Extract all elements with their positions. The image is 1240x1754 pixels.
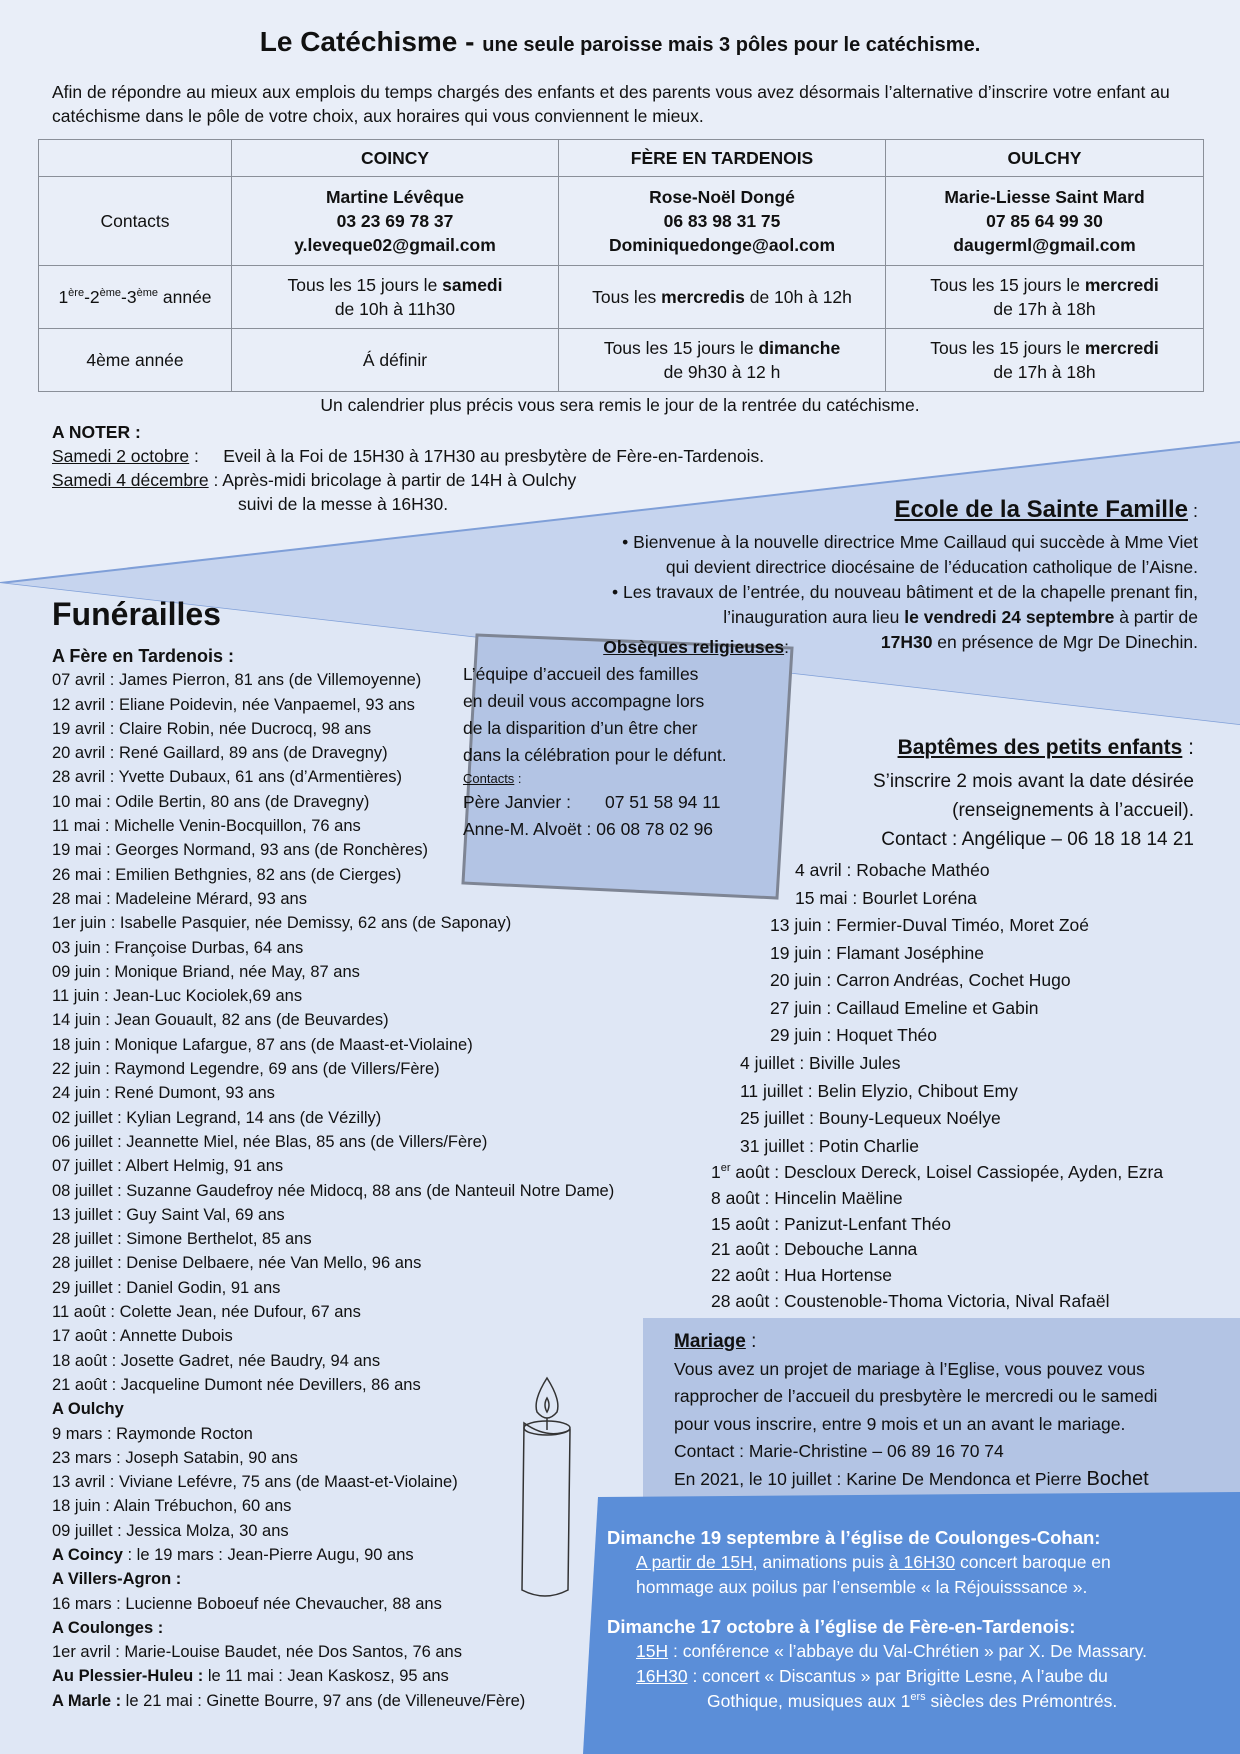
baptemes-list (740, 1050, 1018, 1160)
list-item: 18 juin : Alain Trébuchon, 60 ans (52, 1497, 292, 1516)
column-header: FÈRE EN TARDENOIS (559, 140, 886, 177)
list-item: 17 août : Annette Dubois (52, 1327, 233, 1346)
schedule-cell: Tous les 15 jours le mercredi de 17h à 18h (886, 329, 1204, 392)
a-noter-section (52, 420, 764, 516)
list-item: 27 juin : Caillaud Emeline et Gabin (770, 997, 1039, 1018)
row-label: 1ère-2ème-3ème année (39, 266, 232, 329)
mariage-title: Mariage (674, 1331, 746, 1352)
schedule-cell: Á définir (232, 329, 559, 392)
list-item: 02 juillet : Kylian Legrand, 14 ans (de Vézilly) (52, 1108, 382, 1127)
list-item: A Marle : le 21 mai : Ginette Bourre, 97 ans (de Villeneuve/Fère) (52, 1691, 526, 1710)
list-item: 10 mai : Odile Bertin, 80 ans (de Dravegny) (52, 792, 370, 811)
list-item: 12 avril : Eliane Poidevin, née Vanpaemel, 93 ans (52, 695, 415, 714)
list-item: 03 juin : Françoise Durbas, 64 ans (52, 938, 304, 957)
obseques-title: Obsèques religieuses (603, 637, 785, 657)
row-label: 4ème année (39, 329, 232, 392)
list-item: 20 avril : René Gaillard, 89 ans (de Dravegny) (52, 744, 388, 763)
list-item: 1er juin : Isabelle Pasquier, née Demissy, 62 ans (de Saponay) (52, 914, 512, 933)
list-item: 4 juillet : Biville Jules (740, 1053, 901, 1073)
table-note: Un calendrier plus précis vous sera remis le jour de la rentrée du catéchisme. (320, 395, 920, 415)
list-item: 14 juin : Jean Gouault, 82 ans (de Beuvardes) (52, 1011, 389, 1030)
list-item: 25 juillet : Bouny-Lequeux Noélye (740, 1108, 1001, 1128)
list-item: 28 mai : Madeleine Mérard, 93 ans (52, 889, 307, 908)
list-item: 28 juillet : Denise Delbaere, née Van Mello, 96 ans (52, 1254, 422, 1273)
schedule-cell: Tous les mercredis de 10h à 12h (559, 266, 886, 329)
list-item: 28 août : Coustenoble-Thoma Victoria, Nival Rafaël (711, 1290, 1110, 1311)
list-item: 09 juillet : Jessica Molza, 30 ans (52, 1521, 289, 1540)
baptemes-title: Baptêmes des petits enfants : (897, 736, 1194, 759)
list-item: 8 août : Hincelin Maëline (711, 1187, 903, 1208)
row-label: Contacts (39, 177, 232, 266)
schedule-cell: Tous les 15 jours le mercredi de 17h à 18h (886, 266, 1204, 329)
list-item: 20 juin : Carron Andréas, Cochet Hugo (770, 970, 1071, 990)
column-header: COINCY (232, 140, 559, 177)
list-item: 11 juin : Jean-Luc Kociolek,69 ans (52, 987, 303, 1006)
list-item: 09 juin : Monique Briand, née May, 87 ans (52, 962, 360, 981)
page-subtitle: une seule paroisse mais 3 pôles pour le catéchisme. (482, 34, 981, 56)
list-item: 24 juin : René Dumont, 93 ans (52, 1084, 275, 1103)
ecole-text: • Bienvenue à la nouvelle directrice Mme Caillaud qui succède à Mme Viet qui devient directrice diocésaine de l’éducation catholique de l’Aisne. • Les travaux de l’entrée, du nouveau bâtiment et de la chapelle prenant fin, l’inauguration aura lieu le vendredi 24 septembre à partir de 17H30 en présence de Mgr De Dinechin. (612, 532, 1198, 652)
fere-title: A Fère en Tardenois : (52, 646, 235, 666)
coulonges-title: A Coulonges : (52, 1618, 164, 1637)
list-item: 22 juin : Raymond Legendre, 69 ans (de Villers/Fère) (52, 1060, 440, 1079)
list-item: 28 avril : Yvette Dubaux, 61 ans (d’Armentières) (52, 768, 403, 787)
list-item: A Coincy : le 19 mars : Jean-Pierre Augu, 90 ans (52, 1545, 414, 1564)
table-corner (39, 140, 232, 177)
a-noter-item-cont: suivi de la messe à 16H30. (238, 494, 449, 514)
list-item: 21 août : Debouche Lanna (711, 1239, 918, 1260)
list-item: 11 juillet : Belin Elyzio, Chibout Emy (740, 1080, 1018, 1101)
baptemes-list (770, 912, 1089, 1050)
contact-cell: Rose-Noël Dongé 06 83 98 31 75 Dominiquedonge@aol.com (559, 177, 886, 266)
a-noter-title: A NOTER : (52, 422, 141, 442)
obseques-box-content: Obsèques religieuses: L’équipe d’accueil des familles en deuil vous accompagne lors de la disparition d’un être cher dans la célébration pour le défunt. Contacts : Père Janvier : 07 51 58 94 11 Anne-M. Alvoët : 06 08 78 02 96 (463, 637, 789, 839)
contact-cell: Marie-Liesse Saint Mard 07 85 64 99 30 daugerml@gmail.com (886, 177, 1204, 266)
list-item: 07 juillet : Albert Helmig, 91 ans (52, 1157, 284, 1176)
list-item: 31 juillet : Potin Charlie (740, 1135, 919, 1156)
funerailles-title: Funérailles (52, 596, 221, 632)
list-item: 22 août : Hua Hortense (711, 1265, 892, 1286)
list-item: 13 juillet : Guy Saint Val, 69 ans (52, 1205, 285, 1224)
list-item: 18 juin : Monique Lafargue, 87 ans (de Maast-et-Violaine) (52, 1035, 473, 1054)
event-title: Dimanche 19 septembre à l’église de Coulonges-Cohan: (607, 1527, 1101, 1548)
catechisme-table (38, 139, 1204, 392)
list-item: 11 mai : Michelle Venin-Bocquillon, 76 ans (52, 817, 361, 836)
list-item: 23 mars : Joseph Satabin, 90 ans (52, 1448, 298, 1467)
mariage-section: Mariage : Vous avez un projet de mariage à l’Eglise, vous pouvez vous rapprocher de l’accueil du presbytère le mercredi ou le samedi pour vous inscrire, entre 9 mois et un an avant le mariage. Contact : Marie-Christine – 06 89 16 70 74 En 2021, le 10 juillet : Karine De Mendonca et Pierre Bochet (674, 1331, 1158, 1490)
page-title: Le Catéchisme - une seule paroisse mais 3 pôles pour le catéchisme. (259, 26, 981, 57)
schedule-cell: Tous les 15 jours le dimanche de 9h30 à 12 h (559, 329, 886, 392)
list-item: 4 avril : Robache Mathéo (795, 860, 990, 880)
list-item: 29 juin : Hoquet Théo (770, 1025, 938, 1045)
list-item: Au Plessier-Huleu : le 11 mai : Jean Kaskosz, 95 ans (52, 1667, 449, 1686)
oulchy-title: A Oulchy (52, 1400, 124, 1419)
list-item: 19 avril : Claire Robin, née Ducrocq, 98 ans (52, 719, 372, 738)
list-item: 9 mars : Raymonde Rocton (52, 1424, 253, 1443)
list-item: 15 mai : Bourlet Loréna (795, 887, 977, 908)
events-section: Dimanche 19 septembre à l’église de Coulonges-Cohan: A partir de 15H, animations puis à 16H30 concert baroque en hommage aux poilus par l’ensemble « la Réjouisssance ». Dimanche 17 octobre à l’église de Fère-en-Tardenois: 15H : conférence « l’abbaye du Val-Chrétien » par X. De Massary. 16H30 : concert « Discantus » par Brigitte Lesne, A l’aube du Gothique, musiques aux 1ers siècles des Prémontrés. (607, 1525, 1207, 1714)
list-item: 18 août : Josette Gadret, née Baudry, 94 ans (52, 1351, 381, 1370)
ecole-title: Ecole de la Sainte Famille : (894, 496, 1198, 523)
intro-paragraph: Afin de répondre au mieux aux emplois du temps chargés des enfants et des parents vous avez désormais l’alternative d’inscrire votre enfant au catéchisme dans le pôle de votre choix, aux horaires qui vous conviennent le mieux. (52, 82, 1170, 126)
schedule-cell: Tous les 15 jours le samedi de 10h à 11h30 (232, 266, 559, 329)
list-item: 19 juin : Flamant Joséphine (770, 942, 985, 963)
list-item: 28 juillet : Simone Berthelot, 85 ans (52, 1230, 312, 1249)
event-title: Dimanche 17 octobre à l’église de Fère-en-Tardenois: (607, 1616, 1076, 1637)
baptemes-list (711, 1160, 1163, 1315)
list-item: 1er août : Descloux Dereck, Loisel Cassiopée, Ayden, Ezra (711, 1162, 1164, 1182)
list-item: 26 mai : Emilien Bethgnies, 82 ans (de Cierges) (52, 865, 402, 884)
list-item: 07 avril : James Pierron, 81 ans (de Villemoyenne) (52, 671, 422, 690)
a-noter-item: Samedi 4 décembre : Après-midi bricolage à partir de 14H à Oulchy (52, 470, 577, 490)
contact-cell: Martine Lévêque 03 23 69 78 37 y.leveque02@gmail.com (232, 177, 559, 266)
villers-title: A Villers-Agron : (52, 1570, 182, 1589)
list-item: 13 avril : Viviane Lefévre, 75 ans (de Maast-et-Violaine) (52, 1473, 458, 1492)
a-noter-item: Samedi 2 octobre : Eveil à la Foi de 15H30 à 17H30 au presbytère de Fère-en-Tardenois. (52, 446, 765, 466)
list-item: 11 août : Colette Jean, née Dufour, 67 ans (52, 1303, 361, 1322)
list-item: 08 juillet : Suzanne Gaudefroy née Midocq, 88 ans (de Nanteuil Notre Dame) (52, 1181, 615, 1200)
baptemes-text: S’inscrire 2 mois avant la date désirée (renseignements à l’accueil). Contact : Angélique – 06 18 18 14 21 (872, 771, 1194, 850)
list-item: 19 mai : Georges Normand, 93 ans (de Ronchères) (52, 841, 429, 860)
baptemes-list (795, 857, 990, 912)
list-item: 29 juillet : Daniel Godin, 91 ans (52, 1278, 281, 1297)
list-item: 21 août : Jacqueline Dumont née Devillers, 86 ans (52, 1375, 421, 1394)
list-item: 13 juin : Fermier-Duval Timéo, Moret Zoé (770, 915, 1089, 935)
list-item: 06 juillet : Jeannette Miel, née Blas, 85 ans (de Villers/Fère) (52, 1132, 488, 1151)
list-item: 15 août : Panizut-Lenfant Théo (711, 1213, 951, 1234)
list-item: 16 mars : Lucienne Boboeuf née Chevaucher, 88 ans (52, 1594, 442, 1613)
list-item: 1er avril : Marie-Louise Baudet, née Dos Santos, 76 ans (52, 1643, 462, 1662)
column-header: OULCHY (886, 140, 1204, 177)
